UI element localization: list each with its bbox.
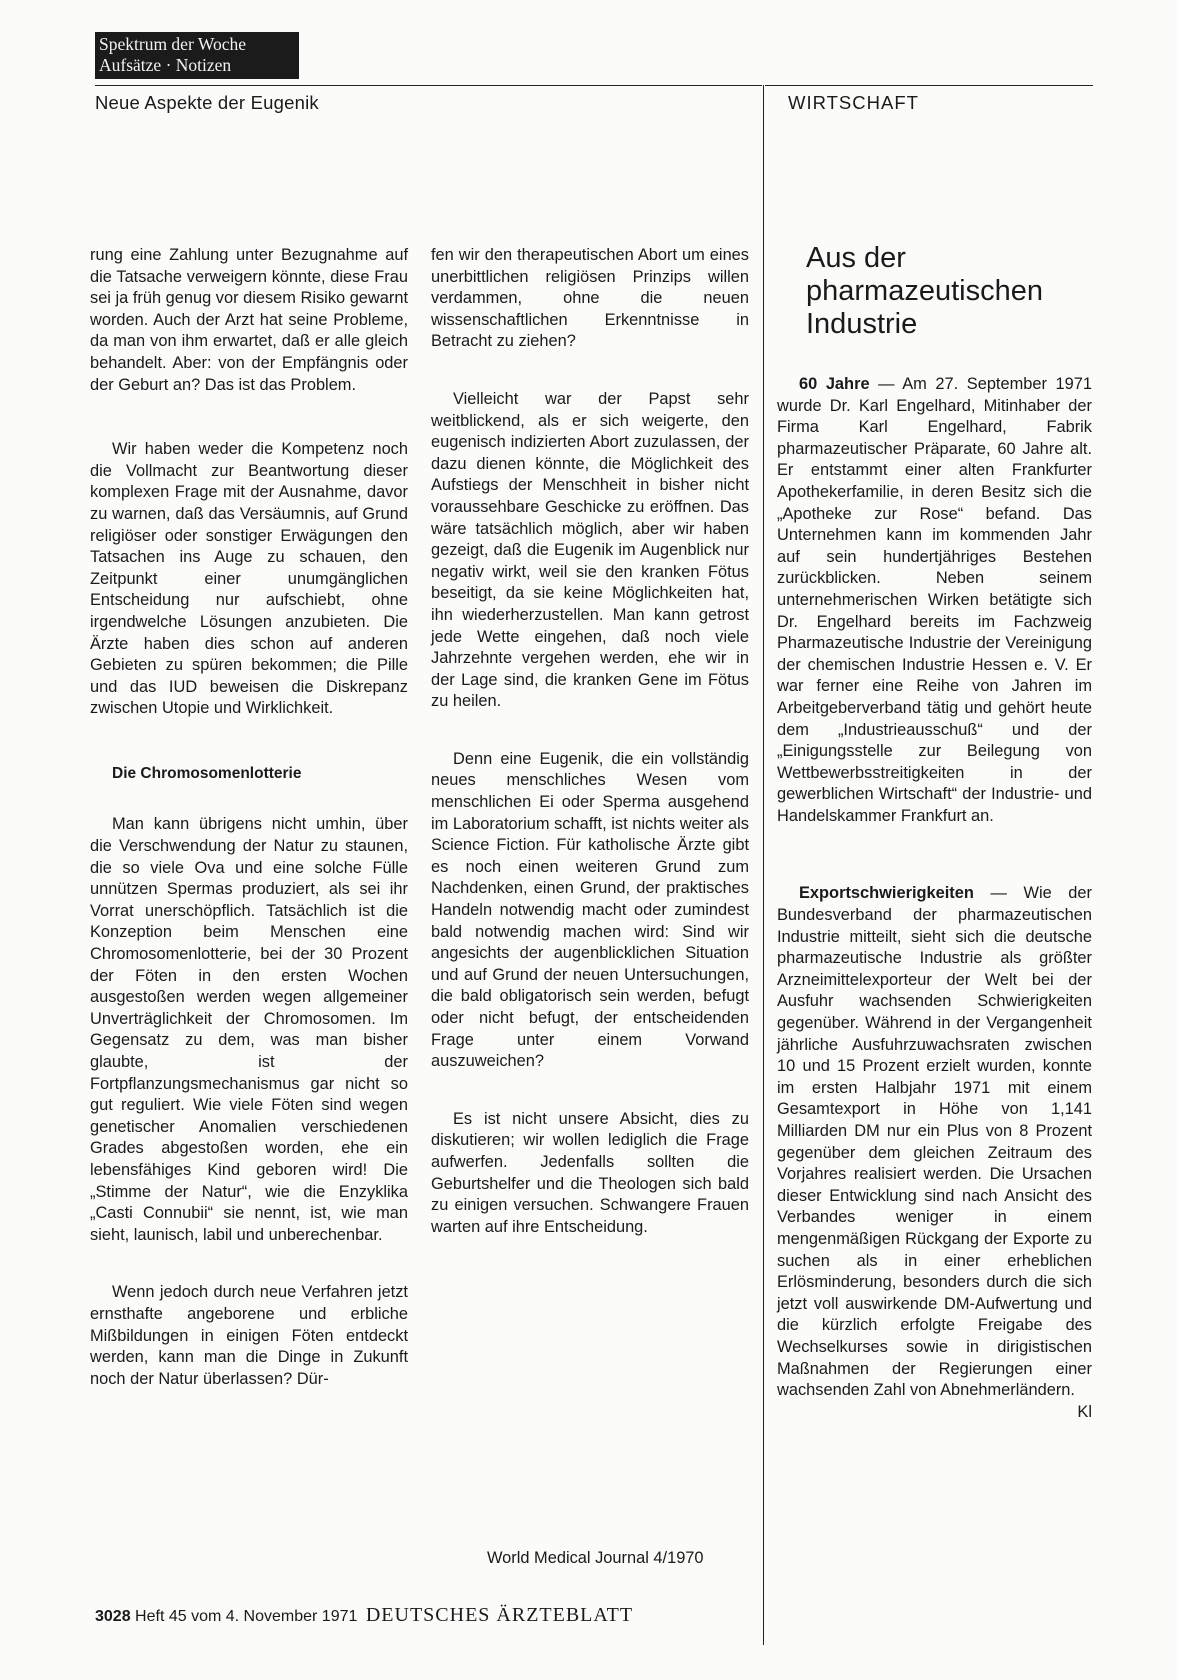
col3-paragraph-2 <box>777 883 1092 1421</box>
right-section-title: WIRTSCHAFT <box>788 92 919 113</box>
col3-text-2: — Wie der Bundesverband der pharmazeutischen Industrie mitteilt, sieht sich die deutsche pharmazeutische Industrie als größter Arzneimittelexporteur der Welt bei der Ausfuhr wachsenden Schwierigkeiten gegenüber. Während in der Vergangenheit jährliche Ausfuhrzuwachsraten zwischen 10 und 15 Prozent erzielt wurden, konnte im ersten Halbjahr 1971 mit einem Gesamtexport in Höhe von 1,141 Milliarden DM nur ein Plus von 8 Prozent gegenüber dem gleichen Zeitraum des Vorjahres realisiert werden. Die Ursachen dieser Entwicklung sind nach Ansicht des Verbandes weniger in einem mengenmäßigen Rückgang der Exporte zu suchen als in einer erheblichen Erlösminderung, besonders durch die sich jetzt voll auswirkende DM-Aufwertung und die kürzlich erfolgte Freigabe des Wechselkurses sowie in dirigistischen Maßnahmen der Regierungen einer wachsenden Zahl von Abnehmerländern. <box>777 884 1092 1400</box>
col2-paragraph-4: Es ist nicht unsere Absicht, dies zu diskutieren; wir wollen lediglich die Frage aufwerfen. Jedenfalls sollten die Geburtshelfer und die Theologen sich bald zu einigen versuchen. Schwangere Frauen warten auf ihre Entscheidung. <box>431 1109 749 1236</box>
col2-paragraph-2: Vielleicht war der Papst sehr weitblickend, als er sich weigerte, den eugenisch indizierten Abort zuzulassen, der dazu dienen könnte, die Möglichkeit des Aufstiegs der Menschheit in bisher nicht voraussehbare Geschicke zu eröffnen. Das wäre tatsächlich möglich, aber wir haben gezeigt, daß die Eugenik im Augenblick nur negativ wirkt, weil sie den kranken Fötus beseitigt, da sie keine Möglichkeiten hat, ihn wiederherzustellen. Man kann getrost jede Wette eingehen, daß noch viele Jahrzehnte vergehen werden, ehe wir in der Lage sind, die kranken Gene im Fötus zu heilen. <box>431 389 749 711</box>
source-citation: World Medical Journal 4/1970 <box>487 1549 704 1567</box>
col1-paragraph-3: Man kann übrigens nicht umhin, über die Verschwendung der Natur zu staunen, die so viele Ova und eine solche Fülle unnützen Spermas produziert, als sei ihr Vorrat unerschöpflich. Tatsächlich ist die Konzeption beim Menschen eine Chromosomenlotterie, bei der 30 Prozent der Föten in den ersten Wochen ausgestoßen werden wegen allgemeiner Unverträglichkeit der Chromosomen. Im Gegensatz zu dem, was man bisher glaubte, ist der Fortpflanzungsmechanismus gar nicht so gut reguliert. Wie viele Föten sind wegen genetischer Anomalien verschiedenen Grades abgestoßen worden, ehe ein lebensfähiges Kind geboren wird! Die „Stimme der Natur“, wie die Enzyklika „Casti Connubii“ sie nennt, ist, wie man sieht, launisch, labil und unberechenbar. <box>90 815 408 1244</box>
column-1 <box>90 245 408 1390</box>
col3-lead-1: 60 Jahre <box>799 375 870 393</box>
article-title: Aus der pharmazeutischen Industrie <box>806 242 1043 340</box>
page-footer <box>95 1604 633 1627</box>
header-rule-left <box>95 85 762 86</box>
col3-paragraph-1 <box>777 374 1092 827</box>
journal-name: DEUTSCHES ÄRZTEBLATT <box>365 1604 634 1626</box>
col3-text-1: — Am 27. September 1971 wurde Dr. Karl Engelhard, Mitinhaber der Firma Karl Engelhard, Fabrik pharmazeutischer Präparate, 60 Jahre alt. Er entstammt einer alten Frankfurter Apothekerfamilie, in deren Besitz sich die „Apotheke zur Rose“ befand. Das Unternehmen kann im kommenden Jahr auf sein hundertjähriges Bestehen zurückblicken. Neben seinem unternehmerischen Wirken betätigte sich Dr. Engelhard bereits im Fachzweig Pharmazeutische Industrie der Vereinigung der chemischen Industrie Hessen e. V. Er war ferner eine Reihe von Jahren im Arbeitgeberverband tätig und gehört heute dem „Industrieausschuß“ und der „Einigungsstelle zur Beilegung von Wettbewerbsstreitigkeiten in der gewerblichen Wirtschaft“ der Industrie- und Handelskammer Frankfurt an. <box>777 375 1092 825</box>
col2-paragraph-1: fen wir den therapeutischen Abort um eines unerbittlichen religiösen Prinzips willen verdammen, ohne die neuen wissenschaftlichen Erkenntnisse in Betracht zu ziehen? <box>431 246 749 351</box>
header-rule-right <box>765 85 1093 86</box>
col1-subheading: Die Chromosomenlotterie <box>112 764 302 782</box>
section-label-box <box>95 32 299 79</box>
col2-paragraph-3: Denn eine Eugenik, die ein vollständig neues menschliches Wesen vom menschlichen Ei oder Sperma ausgehend im Laboratorium schafft, ist nichts weiter als Science Fiction. Für katholische Ärzte gibt es noch einen weiteren Grund zum Nachdenken, einen Grund, der praktisches Handeln notwendig macht oder zumindest bald notwendig machen wird: Sind wir angesichts der augenblicklichen Situation und auf Grund der neuen Untersuchungen, die bald obligatorisch sein werden, befugt oder nicht befugt, der entscheidenden Frage unter einem Vorwand auszuweichen? <box>431 749 749 1071</box>
section-label-line1: Spektrum der Woche <box>99 34 246 54</box>
column-3 <box>777 374 1092 1423</box>
column-divider <box>763 85 764 1645</box>
issue-info: Heft 45 vom 4. November 1971 <box>135 1608 358 1625</box>
col1-paragraph-1: rung eine Zahlung unter Bezugnahme auf die Tatsache verweigern könnte, diese Frau sei ja früh genug vor diesem Risiko gewarnt worden. Auch der Arzt hat seine Probleme, da man von ihm erwartet, daß er alle gleich behandelt. Aber: von der Empfängnis oder der Geburt an? Das ist das Problem. <box>90 246 408 394</box>
left-section-title: Neue Aspekte der Eugenik <box>95 92 319 113</box>
column-2 <box>431 245 749 1238</box>
section-label-line2: Aufsätze · Notizen <box>99 55 232 75</box>
col3-lead-2: Exportschwierigkeiten <box>799 884 974 903</box>
page-number: 3028 <box>95 1608 131 1625</box>
col1-paragraph-2: Wir haben weder die Kompetenz noch die Vollmacht zur Beantwortung dieser komplexen Frage mit der Ausnahme, davor zu warnen, daß das Versäumnis, auf Grund religiöser oder sonstiger Erwägungen den Tatsachen ins Auge zu schauen, den Zeitpunkt einer unumgänglichen Entscheidung nur aufschiebt, ohne irgendwelche Lösungen anzubieten. Die Ärzte haben dies schon auf anderen Gebieten zu spüren bekommen; die Pille und das IUD beweisen die Diskrepanz zwischen Utopie und Wirklichkeit. <box>90 440 408 718</box>
col1-paragraph-4: Wenn jedoch durch neue Verfahren jetzt ernsthafte angeborene und erbliche Mißbildungen in einigen Föten entdeckt werden, kann man die Dinge in Zukunft noch der Natur überlassen? Dür- <box>90 1283 408 1388</box>
author-initials: Kl <box>1077 1402 1092 1421</box>
